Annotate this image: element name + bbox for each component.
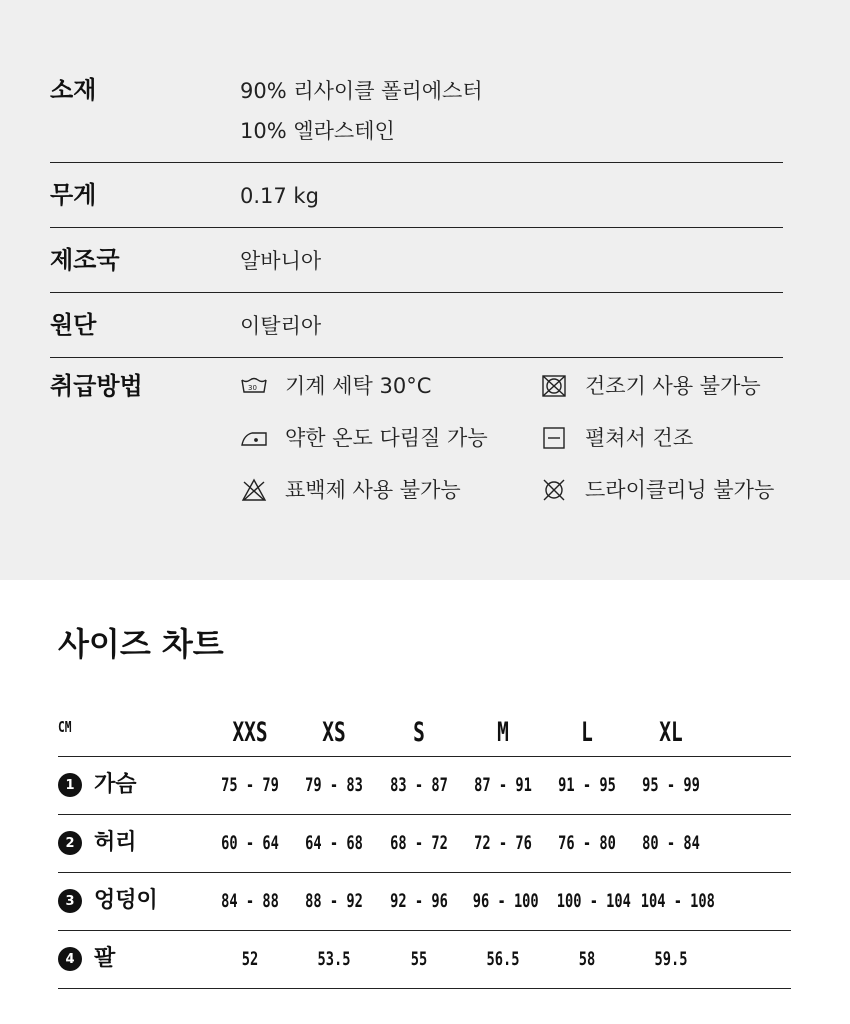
- spec-label-fabric: 원단: [50, 311, 97, 339]
- table-cell: 75 - 79: [221, 774, 279, 796]
- table-cell: 87 - 91: [474, 774, 532, 796]
- spec-row-fabric: [50, 293, 783, 358]
- spec-label-care: 취급방법: [50, 372, 143, 400]
- table-cell: 76 - 80: [558, 832, 616, 854]
- care-text-no-dry-clean: 드라이클리닝 불가능: [585, 478, 775, 502]
- table-cell: 52: [241, 948, 259, 970]
- table-cell: 68 - 72: [390, 832, 448, 854]
- size-header-xl: XL: [659, 717, 683, 748]
- table-cell: 59.5: [654, 948, 688, 970]
- table-cell: 64 - 68: [305, 832, 363, 854]
- spec-row-material: [50, 72, 783, 163]
- spec-label-material: 소재: [50, 76, 97, 104]
- table-cell: 80 - 84: [642, 832, 700, 854]
- table-cell: 79 - 83: [305, 774, 363, 796]
- care-item-iron-low: [240, 423, 488, 453]
- row-number-badge: 3: [58, 889, 82, 913]
- row-number-badge: 1: [58, 773, 82, 797]
- no-dry-clean-icon: [540, 477, 570, 503]
- spec-value-fabric: 이탈리아: [240, 314, 322, 338]
- iron-low-icon: [240, 425, 270, 451]
- table-cell: 72 - 76: [474, 832, 532, 854]
- table-cell: 104 - 108: [640, 890, 715, 912]
- row-name: 엉덩이: [94, 888, 158, 913]
- size-header-l: L: [581, 717, 593, 748]
- row-number-badge: 2: [58, 831, 82, 855]
- row-name: 허리: [94, 830, 137, 855]
- row-label-chest: [58, 770, 137, 800]
- no-bleach-icon: [240, 477, 270, 503]
- size-header-s: S: [413, 717, 425, 748]
- care-text-no-tumble-dry: 건조기 사용 불가능: [585, 374, 761, 398]
- table-cell: 56.5: [486, 948, 520, 970]
- table-cell: 100 - 104: [556, 890, 631, 912]
- spec-row-care: [50, 358, 810, 518]
- care-text-machine-wash: 기계 세탁 30°C: [285, 374, 432, 398]
- table-cell: 92 - 96: [390, 890, 448, 912]
- care-item-no-dry-clean: [540, 475, 774, 505]
- table-cell: 58: [578, 948, 596, 970]
- care-item-no-tumble-dry: [540, 371, 761, 401]
- care-text-dry-flat: 펼쳐서 건조: [585, 426, 694, 450]
- table-cell: 55: [410, 948, 428, 970]
- spec-value-material-line-1: 90% 리사이클 폴리에스터: [240, 79, 483, 103]
- care-item-dry-flat: [540, 423, 693, 453]
- spec-row-weight: [50, 163, 783, 228]
- table-cell: 83 - 87: [390, 774, 448, 796]
- svg-text:30: 30: [248, 384, 257, 392]
- spec-value-material-line-2: 10% 엘라스테인: [240, 119, 395, 143]
- table-cell: 60 - 64: [221, 832, 279, 854]
- size-chart-table: [58, 706, 791, 989]
- care-text-iron-low: 약한 온도 다림질 가능: [285, 426, 488, 450]
- size-header-m: M: [497, 717, 509, 748]
- table-cell: 88 - 92: [305, 890, 363, 912]
- row-label-hip: [58, 886, 158, 916]
- table-cell: 91 - 95: [558, 774, 616, 796]
- no-tumble-dry-icon: [540, 373, 570, 399]
- size-header-xxs: XXS: [232, 717, 268, 748]
- spec-label-country: 제조국: [50, 246, 120, 274]
- spec-value-country: 알바니아: [240, 249, 322, 273]
- table-cell: 96 - 100: [472, 890, 539, 912]
- spec-row-country: [50, 228, 783, 293]
- unit-label: CM: [58, 718, 72, 736]
- size-header-xs: XS: [322, 717, 346, 748]
- table-row-chest: [58, 757, 791, 815]
- size-header-row: [58, 706, 791, 757]
- size-chart-title: 사이즈 차트: [58, 625, 224, 663]
- table-cell: 95 - 99: [642, 774, 700, 796]
- dry-flat-icon: [540, 425, 570, 451]
- table-row-waist: [58, 815, 791, 873]
- care-item-no-bleach: [240, 475, 461, 505]
- spec-label-weight: 무게: [50, 181, 97, 209]
- wash-30-icon: [240, 373, 270, 399]
- care-text-no-bleach: 표백제 사용 불가능: [285, 478, 461, 502]
- row-number-badge: 4: [58, 947, 82, 971]
- table-cell: 84 - 88: [221, 890, 279, 912]
- spec-value-weight: 0.17 kg: [240, 184, 319, 208]
- row-label-waist: [58, 828, 137, 858]
- table-row-arm: [58, 931, 791, 989]
- row-name: 팔: [94, 946, 116, 971]
- row-name: 가슴: [94, 772, 137, 797]
- row-label-arm: [58, 944, 115, 974]
- care-item-machine-wash: [240, 371, 431, 401]
- table-row-hip: [58, 873, 791, 931]
- table-cell: 53.5: [317, 948, 351, 970]
